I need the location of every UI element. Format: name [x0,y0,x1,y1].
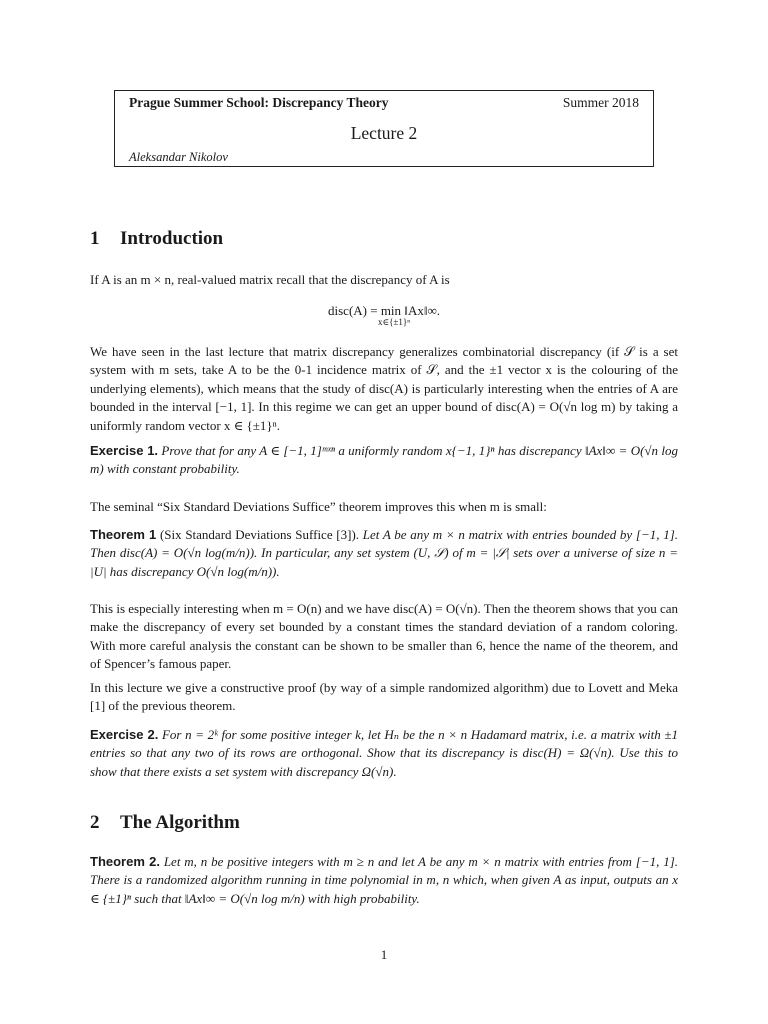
paragraph-interesting: This is especially interesting when m = O(n) and we have disc(A) = O(√n). Then the theorem shows that you can make the discrepancy of every set bounded by a constant times the standard deviation of a random coloring. With more careful analysis the constant can be shown to be smaller than 6, hence the name of the theorem, and of Spencer’s famous paper. [90,601,678,672]
discrepancy-formula [0,302,768,329]
section-number: 2 [90,812,100,833]
theorem-1-text: Let A be any m × n matrix with entries bounded by [−1, 1]. Then disc(A) = O(√n log(m/n)). In particular, any set system (U, 𝒮) of m = |𝒮| sets over a universe of size n = |U| has discrepancy O(√n log(m/n)). [90,527,679,579]
page-number: 1 [380,947,388,962]
formula-main: disc(A) = min ‖Ax‖∞. [328,303,440,318]
section-title: Introduction [120,228,224,249]
theorem-2-label: Theorem 2. [90,854,160,869]
paragraph-seminal: The seminal “Six Standard Deviations Suffice” theorem improves this when m is small: [90,499,547,514]
lecture-title: Lecture 2 [350,123,418,143]
intro-line: If A is an m × n, real-valued matrix recall that the discrepancy of A is [90,272,450,287]
exercise-2-label: Exercise 2. [90,727,159,742]
school-title: Prague Summer School: Discrepancy Theory [129,95,389,110]
theorem-2 [90,853,678,908]
formula-subscript: x∈{±1}ⁿ [377,317,411,328]
exercise-1-label: Exercise 1. [90,443,159,458]
theorem-1-attribution: (Six Standard Deviations Suffice [3]). [159,527,360,542]
theorem-1 [90,526,678,581]
theorem-1-label: Theorem 1 [90,527,157,542]
exercise-1-text: Prove that for any A ∈ [−1, 1]ᵐˣⁿ a uniformly random x{−1, 1}ⁿ has discrepancy ‖Ax‖∞ = O(√n log m) with constant probability. [90,443,679,477]
exercise-2 [90,726,678,781]
paragraph-constructive-proof: In this lecture we give a constructive proof (by way of a simple randomized algorithm) due to Lovett and Meka [1] of the previous theorem. [90,680,678,714]
lecture-header-box [114,90,654,167]
section-title: The Algorithm [120,812,240,833]
section-heading-algorithm [90,810,240,837]
theorem-2-text: Let m, n be positive integers with m ≥ n and let A be any m × n matrix with entries from [−1, 1]. There is a randomized algorithm running in time polynomial in m, n which, when given A as input, outputs an x ∈ {±1}ⁿ such that ‖Ax‖∞ = O(√n log m/n) with high probability. [90,854,679,906]
section-number: 1 [90,228,100,249]
exercise-2-text: For n = 2ᵏ for some positive integer k, let Hₙ be the n × n Hadamard matrix, i.e. a matrix with ±1 entries so that any two of its rows are orthogonal. Show that its discrepancy is disc(H) = Ω(√n). Use this to show that there exists a set system with discrepancy Ω(√n). [90,727,678,779]
term-label: Summer 2018 [562,95,639,110]
author-name: Aleksandar Nikolov [129,150,228,164]
exercise-1 [90,442,678,479]
section-heading-introduction [90,226,223,253]
paragraph-combinatorial-discrepancy: We have seen in the last lecture that matrix discrepancy generalizes combinatorial discrepancy (if 𝒮 is a set system with m sets, take A to be the 0-1 incidence matrix of 𝒮, and the ±1 vector x is the colouring of the underlying elements), which means that the study of disc(A) is particularly interesting when the entries of A are bounded in the interval [−1, 1]. In this regime we can get an upper bound of disc(A) = O(√n log m) by taking a uniformly random vector x ∈ {±1}ⁿ. [90,344,678,433]
